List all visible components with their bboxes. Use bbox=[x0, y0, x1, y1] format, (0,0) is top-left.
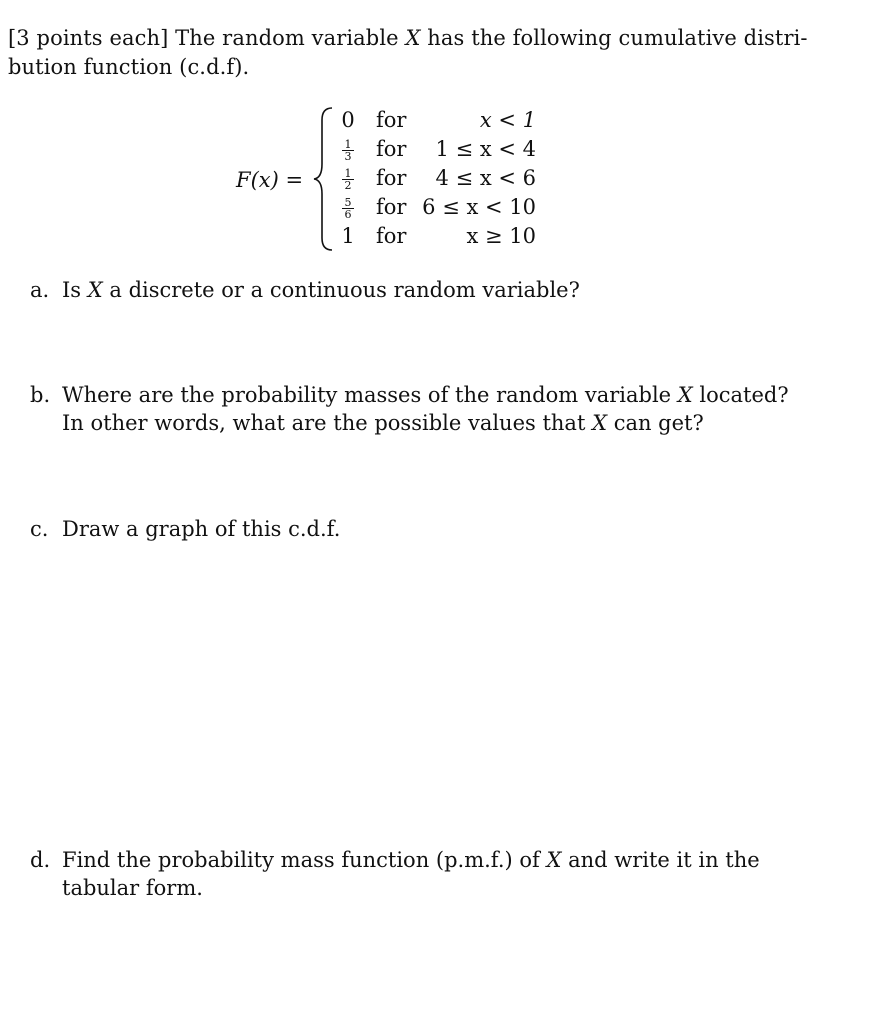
text-part: Is bbox=[62, 278, 88, 302]
text-part: In other words, what are the possible values that bbox=[62, 411, 593, 435]
question-text bbox=[62, 381, 822, 437]
cdf-condition: 4 ≤ x < 6 bbox=[435, 166, 536, 190]
cdf-fraction bbox=[342, 197, 354, 220]
question-c bbox=[30, 515, 830, 545]
fraction-denominator: 3 bbox=[344, 150, 352, 163]
for-label: for bbox=[376, 166, 407, 190]
for-label: for bbox=[376, 108, 407, 132]
text-part: Where are the probability masses of the random variable bbox=[62, 383, 678, 407]
question-label: d. bbox=[30, 848, 51, 872]
cdf-condition: x ≥ 10 bbox=[466, 224, 536, 248]
question-label: a. bbox=[30, 278, 50, 302]
cdf-value: 1 bbox=[341, 224, 355, 248]
question-b bbox=[30, 381, 830, 441]
text-part: and write it in the bbox=[561, 848, 760, 872]
fraction-numerator: 1 bbox=[342, 168, 354, 180]
cdf-condition: 1 ≤ x < 4 bbox=[435, 137, 536, 161]
question-text bbox=[62, 276, 822, 304]
question-text bbox=[62, 846, 822, 902]
fraction-denominator: 6 bbox=[344, 208, 352, 221]
intro-variable: X bbox=[405, 26, 421, 50]
question-a bbox=[30, 276, 830, 306]
question-d bbox=[30, 846, 830, 906]
variable: X bbox=[592, 411, 608, 435]
text-part: can get? bbox=[607, 411, 704, 435]
fraction-numerator: 5 bbox=[342, 197, 354, 209]
variable: X bbox=[87, 278, 103, 302]
cdf-fraction bbox=[342, 168, 354, 191]
intro-suffix: has the following cumulative distri- bbox=[420, 26, 808, 50]
cdf-fraction bbox=[342, 139, 354, 162]
variable: X bbox=[546, 848, 562, 872]
intro-line2: bution function (c.d.f). bbox=[8, 55, 250, 79]
cdf-formula bbox=[0, 104, 869, 264]
cdf-condition: 6 ≤ x < 10 bbox=[422, 195, 536, 219]
cdf-condition: x < 1 bbox=[479, 108, 536, 132]
question-label: c. bbox=[30, 517, 49, 541]
for-label: for bbox=[376, 137, 407, 161]
question-label: b. bbox=[30, 383, 51, 407]
variable: X bbox=[677, 383, 693, 407]
text-part: located? bbox=[692, 383, 789, 407]
fraction-numerator: 1 bbox=[342, 139, 354, 151]
text-part: Find the probability mass function (p.m.f.) of bbox=[62, 848, 547, 872]
left-brace-icon bbox=[310, 104, 336, 254]
cdf-value: 0 bbox=[341, 108, 355, 132]
text-part: a discrete or a continuous random variable? bbox=[102, 278, 580, 302]
formula-lhs-text: F(x) = bbox=[236, 168, 304, 192]
for-label: for bbox=[376, 224, 407, 248]
formula-lhs bbox=[236, 168, 303, 192]
problem-intro bbox=[8, 24, 848, 82]
fraction-denominator: 2 bbox=[344, 179, 352, 192]
text-part: tabular form. bbox=[62, 876, 203, 900]
for-label: for bbox=[376, 195, 407, 219]
intro-prefix: [3 points each] The random variable bbox=[8, 26, 406, 50]
question-text: Draw a graph of this c.d.f. bbox=[62, 517, 341, 541]
